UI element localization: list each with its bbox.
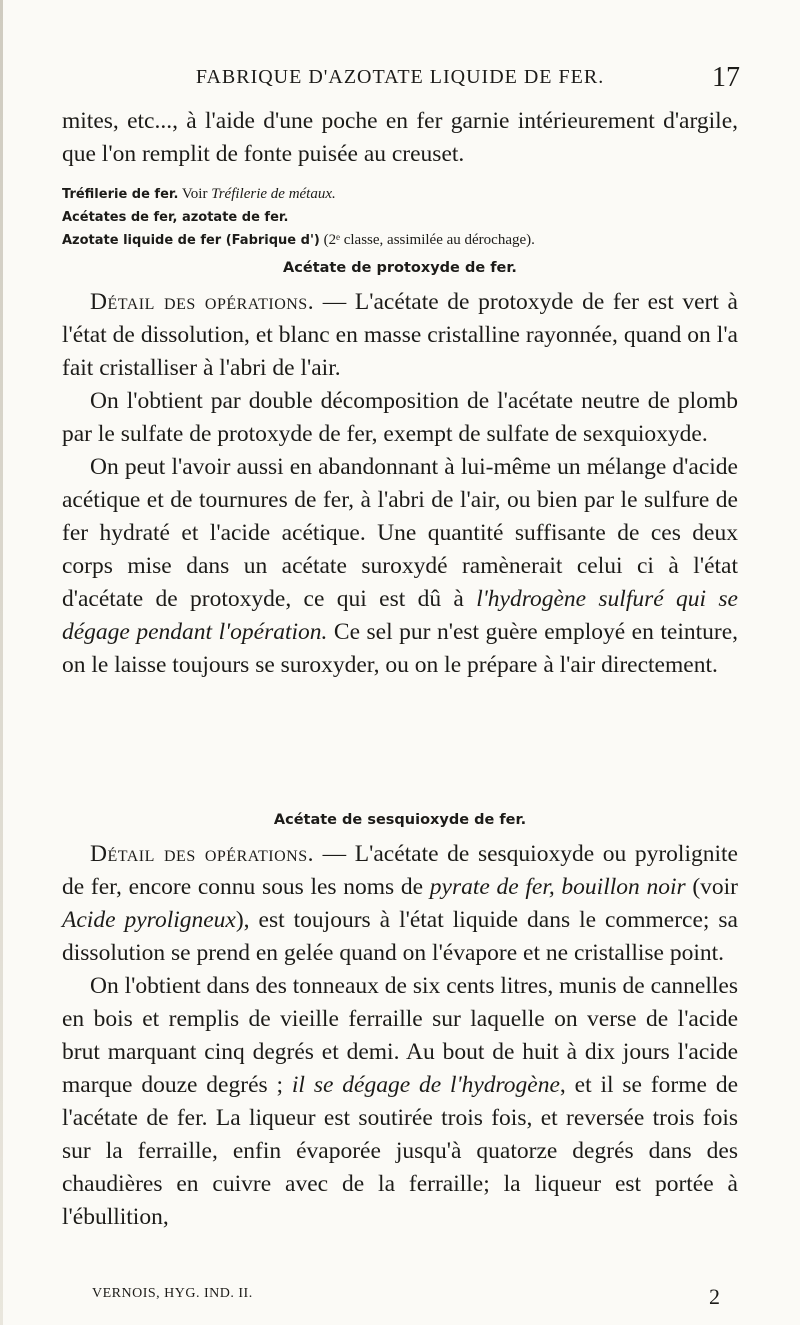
entry-term: Azotate liquide de fer (Fabrique d') xyxy=(62,233,320,248)
page-footer xyxy=(92,1284,720,1310)
paragraph: Détail des opérations. — L'acétate de protoxyde de fer est vert à l'état de dissolution, et blanc en masse cristalline rayonnée, quand on l'a fait cristalliser à l'abri de l'air. xyxy=(62,289,738,381)
section-heading-protoxyde: Acétate de protoxyde de fer. xyxy=(283,260,517,276)
page-number: 17 xyxy=(712,62,740,93)
entry-term: Tréfilerie de fer. xyxy=(62,187,179,202)
section-sesquioxyde-text xyxy=(62,838,738,1234)
sheet-number: 2 xyxy=(709,1284,720,1309)
italic-phrase: Acide pyroligneux xyxy=(62,907,236,933)
italic-phrase: l'hydrogène sulfuré qui se dégage pendant l'opération. xyxy=(62,586,738,645)
section-protoxyde-text xyxy=(62,286,738,682)
running-head xyxy=(60,62,740,96)
index-entry-azotate xyxy=(62,229,762,252)
page-gutter-edge xyxy=(0,0,3,1325)
entry-classification: (2ᵉ classe, assimilée au dérochage). xyxy=(319,232,535,248)
paragraph-lead: Détail des opérations. xyxy=(90,289,315,315)
opening-paragraph: mites, etc..., à l'aide d'une poche en fer garnie intérieurement d'argile, que l'on remplit de fonte puisée au creuset. xyxy=(62,108,738,167)
italic-phrase: pyrate de fer, bouillon noir xyxy=(429,874,686,900)
paragraph-lead: Détail des opérations. xyxy=(90,841,315,867)
running-title: FABRIQUE D'AZOTATE LIQUIDE DE FER. xyxy=(195,66,605,88)
entry-term: Acétates de fer, azotate de fer. xyxy=(62,210,289,225)
entry-reference: Tréfilerie de métaux. xyxy=(211,186,336,202)
paragraph: On l'obtient dans des tonneaux de six cents litres, munis de cannelles en bois et remplis de vieille ferraille sur laquelle on verse de l'acide brut marquant cinq degrés et demi. Au bout de huit à dix jours l'acide marque douze degrés ; il se dégage de l'hydrogène, et il se forme de l'acétate de fer. La liqueur est soutirée trois fois, et reversée trois fois sur la ferraille, enfin évaporée jusqu'à quatorze degrés dans des chaudières en cuivre avec de la ferraille; la liqueur est portée à l'ébullition, xyxy=(62,973,739,1230)
entry-see: Voir xyxy=(178,186,212,202)
signature-mark: VERNOIS, HYG. IND. II. xyxy=(92,1286,253,1301)
section-heading-sesquioxyde: Acétate de sesquioxyde de fer. xyxy=(273,812,527,828)
paragraph: Détail des opérations. — L'acétate de sesquioxyde ou pyrolignite de fer, encore connu sous les noms de pyrate de fer, bouillon noir (voir Acide pyroligneux), est toujours à l'état liquide dans le commerce; sa dissolution se prend en gelée quand on l'évapore et ne cristallise point. xyxy=(62,841,738,966)
index-entry-trefilerie xyxy=(62,183,762,206)
paragraph: On peut l'avoir aussi en abandonnant à lui-même un mélange d'acide acétique et de tournures de fer, à l'abri de l'air, ou bien par le sulfure de fer hydraté et l'acide acétique. Une quantité suffisante de ces deux corps mise dans un acétate suroxydé ramènerait celui ci à l'état d'acétate de protoxyde, ce qui est dû à l'hydrogène sulfuré qui se dégage pendant l'opération. Ce sel pur n'est guère employé en teinture, on le laisse toujours se suroxyder, ou on le prépare à l'air directement. xyxy=(62,454,739,678)
paragraph: On l'obtient par double décomposition de l'acétate neutre de plomb par le sulfate de protoxyde de fer, exempt de sulfate de sexquioxyde. xyxy=(62,388,738,447)
italic-phrase: il se dégage de l'hydrogène xyxy=(291,1072,560,1098)
index-entry-acetates xyxy=(62,206,762,229)
